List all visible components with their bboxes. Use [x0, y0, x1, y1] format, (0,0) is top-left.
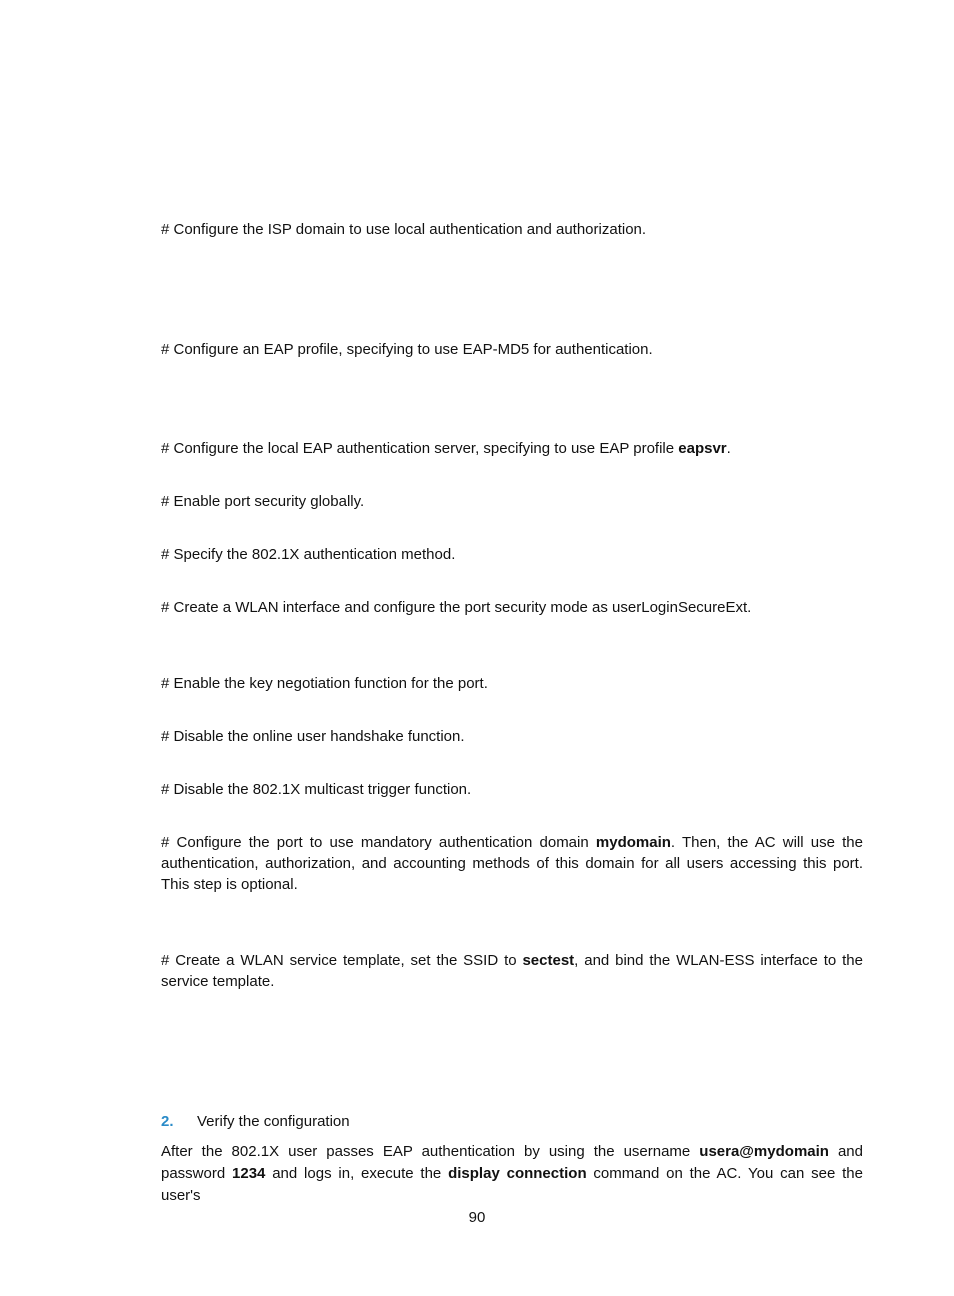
comment-auth-method-text: # Specify the 802.1X authentication method.	[161, 546, 456, 563]
comment-service-template-text: # Create a WLAN service template, set the SSID to	[161, 952, 523, 969]
comment-key-negotiation	[161, 673, 863, 694]
comment-handshake	[161, 726, 863, 747]
step-number: 2.	[161, 1113, 174, 1130]
eap-profile-name: eapsvr	[678, 440, 727, 457]
verify-text-3: and logs in, execute the	[265, 1165, 449, 1182]
comment-mandatory-domain	[161, 832, 863, 895]
comment-service-template-rest: , and bind the WLAN-ESS interface to the service template.	[161, 952, 863, 990]
password-value: 1234	[232, 1165, 266, 1182]
comment-wlan-interface	[161, 597, 863, 618]
comment-port-security	[161, 491, 863, 512]
comment-eap-server-text: # Configure the local EAP authentication server, specifying to use EAP profile	[161, 440, 679, 457]
comment-isp-domain	[161, 219, 863, 240]
comment-multicast-trigger	[161, 779, 863, 800]
comment-eap-profile-text: # Configure an EAP profile, specifying to use EAP-MD5 for authentication.	[161, 341, 653, 358]
verify-text-2: and password	[161, 1143, 863, 1182]
comment-service-template	[161, 950, 863, 992]
comment-port-security-text: # Enable port security globally.	[161, 493, 365, 510]
verify-text-4: command on the AC. You can see the user's	[161, 1165, 863, 1204]
comment-eap-profile	[161, 339, 863, 360]
comment-mandatory-domain-rest: . Then, the AC will use the authentication, authorization, and accounting methods of this domain for all users accessing this port. This step is optional.	[161, 834, 863, 893]
verify-text-1: After the 802.1X user passes EAP authentication by using the username	[161, 1143, 700, 1160]
comment-eap-server	[161, 438, 863, 459]
mandatory-domain-name: mydomain	[595, 834, 671, 851]
comment-handshake-text: # Disable the online user handshake function.	[161, 728, 465, 745]
page-number: 90	[468, 1209, 486, 1226]
ssid-name: sectest	[522, 952, 575, 969]
verify-paragraph	[161, 1141, 863, 1207]
command-name: display connection	[448, 1165, 587, 1182]
comment-auth-method	[161, 544, 863, 565]
username-value: usera@mydomain	[699, 1143, 829, 1160]
step-label: Verify the configuration	[197, 1113, 350, 1130]
comment-key-negotiation-text: # Enable the key negotiation function for the port.	[161, 675, 488, 692]
comment-isp-domain-text: # Configure the ISP domain to use local authentication and authorization.	[161, 221, 647, 238]
comment-multicast-trigger-text: # Disable the 802.1X multicast trigger function.	[161, 781, 472, 798]
comment-eap-server-period: .	[726, 440, 731, 457]
comment-mandatory-domain-text: # Configure the port to use mandatory authentication domain	[161, 834, 596, 851]
comment-wlan-interface-text: # Create a WLAN interface and configure the port security mode as userLoginSecureExt.	[161, 599, 752, 616]
